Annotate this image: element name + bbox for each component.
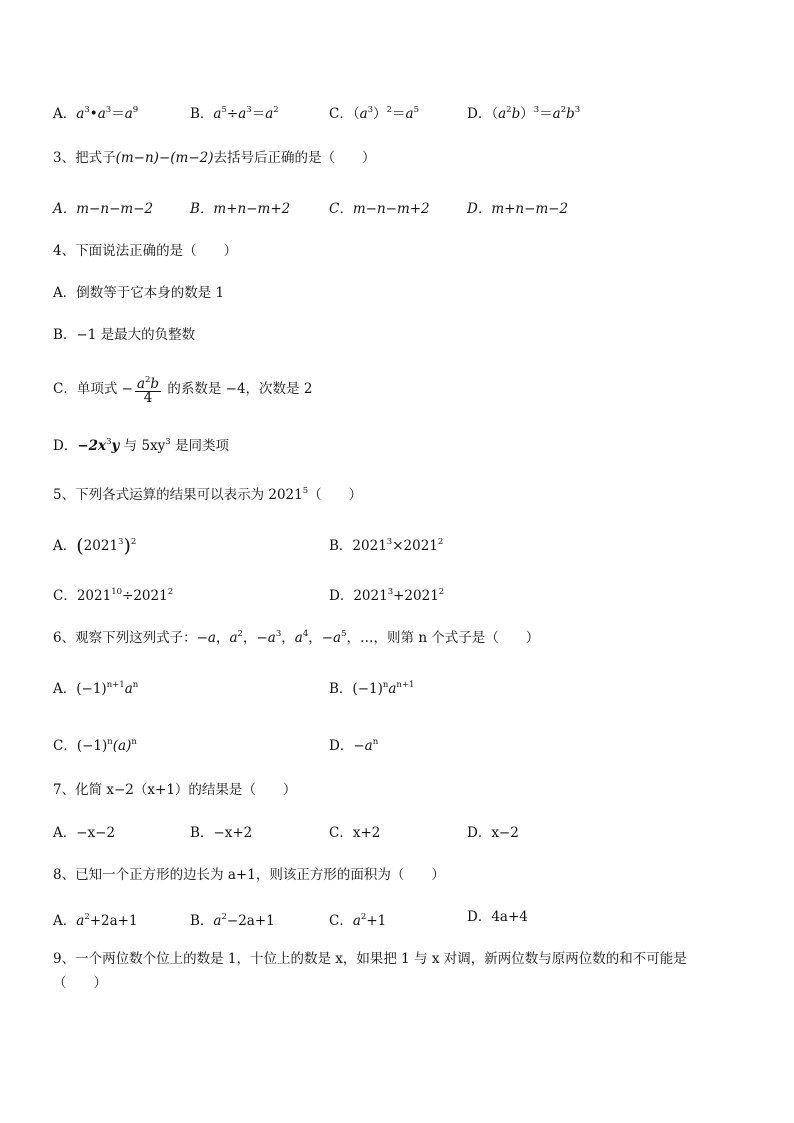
q4-option-a[interactable]: A．倒数等于它本身的数是 1	[53, 285, 225, 301]
seq-term: a	[229, 630, 238, 646]
base: 2021	[83, 538, 119, 554]
exp: 2	[506, 105, 512, 115]
q2-option-b[interactable]	[190, 100, 279, 124]
stem-text: 6、观察下列这列式子：	[53, 630, 197, 646]
term: 与 5xy	[119, 438, 166, 454]
q6-option-b[interactable]	[329, 675, 414, 699]
exp: 2	[360, 912, 367, 922]
exp: 3	[533, 105, 540, 115]
exp: n	[372, 737, 379, 747]
base: 2021	[403, 538, 438, 554]
exp: 2	[437, 537, 444, 547]
expression: (m−n)−(m−2)	[115, 150, 214, 166]
q4-option-b[interactable]: B．−1 是最大的负整数	[53, 327, 196, 343]
q4-option-d[interactable]	[53, 432, 229, 456]
q5-option-d[interactable]	[329, 582, 444, 606]
base: 2021	[353, 588, 388, 604]
op: ×	[392, 538, 404, 554]
exp: n+1	[396, 680, 415, 690]
option-label: D．	[467, 106, 492, 122]
seq-term: −a	[321, 630, 342, 646]
q4-stem: 4、下面说法正确的是（ ）	[53, 243, 238, 259]
q3-option-d[interactable]: D．m+n−m−2	[467, 201, 569, 217]
option-label: A．	[53, 913, 77, 929]
option-label: B．	[190, 913, 214, 929]
q3-stem	[53, 148, 375, 168]
option-label: C．	[329, 106, 353, 122]
exp: 5	[302, 486, 309, 496]
stem-text: （ ）	[308, 487, 363, 503]
q8-option-b[interactable]	[190, 907, 275, 931]
q6-stem: 6、观察下列这列式子：−a，$a^2$，$-a^3$，$a^4$，$-a^5$，…，则第 n 个式子是（ ）	[53, 629, 540, 646]
q8-option-d[interactable]: D．4a+4	[467, 909, 528, 925]
q6-option-a[interactable]	[53, 675, 138, 699]
base: 2021	[133, 588, 168, 604]
option-label: A．	[53, 538, 77, 554]
term: y	[111, 438, 120, 454]
exp: 3	[106, 437, 112, 447]
term: +1	[366, 913, 387, 929]
term: −2a+1	[226, 913, 275, 929]
paren: (	[76, 535, 84, 557]
eq: ＝	[111, 106, 125, 122]
option-text: 是同类项	[170, 438, 230, 454]
paren: （	[491, 106, 499, 122]
exp: 2	[167, 587, 174, 597]
fraction	[135, 374, 161, 405]
exp: 9	[132, 105, 139, 115]
var-a: (a)	[112, 738, 132, 754]
q5-option-b[interactable]	[329, 532, 443, 556]
var-a: a	[265, 106, 274, 122]
base: (−1)	[76, 738, 108, 754]
exp: 2	[221, 912, 227, 922]
exp: n	[131, 737, 137, 747]
exp: 3	[387, 587, 394, 597]
q3-option-b[interactable]: B．m+n−m+2	[190, 201, 291, 217]
var-a: a	[359, 106, 368, 122]
paren: （	[352, 106, 360, 122]
option-label: C．	[329, 913, 353, 929]
exp: 2	[273, 105, 279, 115]
exp: 5	[413, 105, 419, 115]
var-a: a	[552, 106, 561, 122]
base: 2021	[404, 588, 439, 604]
exp: 2	[130, 537, 137, 547]
q8-option-c[interactable]	[329, 907, 386, 931]
option-label: A．	[53, 681, 77, 697]
q8-option-a[interactable]	[53, 907, 138, 931]
var-a: a	[405, 106, 414, 122]
q2-option-c[interactable]	[329, 100, 419, 124]
seq-term: −a	[196, 630, 216, 646]
base: (−1)	[352, 681, 383, 697]
exp: 4	[302, 629, 309, 639]
q2-option-a[interactable]	[53, 100, 138, 124]
op: •	[89, 106, 98, 122]
exp: n+1	[106, 680, 125, 690]
paren: ）	[520, 106, 534, 122]
var-a: a	[388, 681, 397, 697]
exp: 3	[367, 105, 374, 115]
q9-stem: 9、一个两位数个位上的数是 1，十位上的数是 x，如果把 1 与 x 对调，新两位数与原两位数的和不可能是（ ）	[53, 951, 687, 991]
exp: 3	[118, 537, 124, 547]
option-text: C．单项式 −	[53, 381, 133, 397]
option-label: B．	[329, 681, 353, 697]
option-label: C．	[53, 738, 77, 754]
var-a: a	[238, 106, 247, 122]
exp: 3	[84, 105, 90, 115]
op: ÷	[226, 106, 239, 122]
exp: 3	[386, 537, 393, 547]
q5-option-c[interactable]	[53, 582, 173, 606]
q7-option-a[interactable]: A．−x−2	[53, 825, 116, 841]
exp: n	[132, 680, 139, 690]
op: +	[393, 588, 405, 604]
paren: ）	[373, 106, 387, 122]
exp: 2	[560, 105, 567, 115]
var-a: a	[124, 106, 133, 122]
q6-option-d[interactable]	[329, 732, 378, 756]
option-text: 的系数是 −4，次数是 2	[163, 381, 313, 397]
seq-term: −a	[256, 630, 276, 646]
option-label: A．	[53, 106, 77, 122]
var-a: a	[213, 106, 222, 122]
var-b: b	[511, 106, 521, 122]
exp: 3	[246, 105, 252, 115]
exp: 3	[165, 437, 171, 447]
seq-term: a	[294, 630, 303, 646]
exp: n	[107, 737, 113, 747]
q2-option-d[interactable]	[467, 100, 580, 124]
var-a: a	[76, 913, 85, 929]
exp: 2	[438, 587, 445, 597]
exp: 3	[275, 629, 282, 639]
base: (−1)	[76, 681, 107, 697]
q4-option-c[interactable]	[53, 374, 312, 405]
exp: 5	[221, 105, 227, 115]
q7-option-b[interactable]: B．−x+2	[190, 825, 253, 841]
base: 2021	[76, 588, 112, 604]
exp: 10	[111, 587, 123, 597]
q7-option-d[interactable]: D．x−2	[467, 825, 519, 841]
q8-stem: 8、已知一个正方形的边长为 a+1，则该正方形的面积为（ ）	[53, 867, 445, 883]
stem-text: 5、下列各式运算的结果可以表示为 2021	[53, 487, 303, 503]
denominator: 4	[143, 390, 153, 406]
exp: 3	[574, 105, 581, 115]
var-a: a	[136, 376, 145, 392]
q6-option-c[interactable]	[53, 732, 137, 756]
op: ÷	[122, 588, 134, 604]
q3-option-c[interactable]: C．m−n−m+2	[329, 201, 430, 217]
exp: n	[382, 680, 389, 690]
exp: 5	[341, 629, 347, 639]
var-a: a	[498, 106, 507, 122]
exp: 3	[105, 105, 112, 115]
var-a: a	[124, 681, 133, 697]
option-label: D．	[329, 588, 354, 604]
var-b: b	[150, 376, 160, 392]
option-label: C．	[53, 588, 77, 604]
q7-option-c[interactable]: C．x+2	[329, 825, 381, 841]
base: 2021	[352, 538, 387, 554]
stem-text: 去括号后正确的是（ ）	[213, 150, 376, 166]
term: +2a+1	[89, 913, 138, 929]
eq: ＝	[539, 106, 553, 122]
var-a: a	[97, 106, 106, 122]
stem-text: ，…，则第 n 个式子是（ ）	[346, 630, 540, 646]
term: −2x	[77, 438, 107, 454]
exp: 2	[386, 105, 392, 115]
option-label: B．	[190, 106, 214, 122]
eq: ＝	[392, 106, 406, 122]
q5-option-a[interactable]	[53, 532, 136, 556]
var-b: b	[566, 106, 575, 122]
paren: )	[123, 535, 131, 557]
q7-stem: 7、化简 x−2（x+1）的结果是（ ）	[53, 782, 297, 798]
q3-option-a[interactable]: A．m−n−m−2	[53, 201, 154, 217]
base: −a	[353, 738, 373, 754]
stem-text: 3、把式子	[53, 150, 116, 166]
var-a: a	[76, 106, 85, 122]
option-label: D．	[53, 438, 78, 454]
q5-stem	[53, 481, 362, 505]
exp: 2	[84, 912, 90, 922]
var-a: a	[352, 913, 361, 929]
exp: 2	[237, 629, 243, 639]
option-label: D．	[329, 738, 354, 754]
exp: 2	[145, 375, 151, 385]
eq: ＝	[251, 106, 266, 122]
option-label: B．	[329, 538, 353, 554]
var-a: a	[213, 913, 222, 929]
